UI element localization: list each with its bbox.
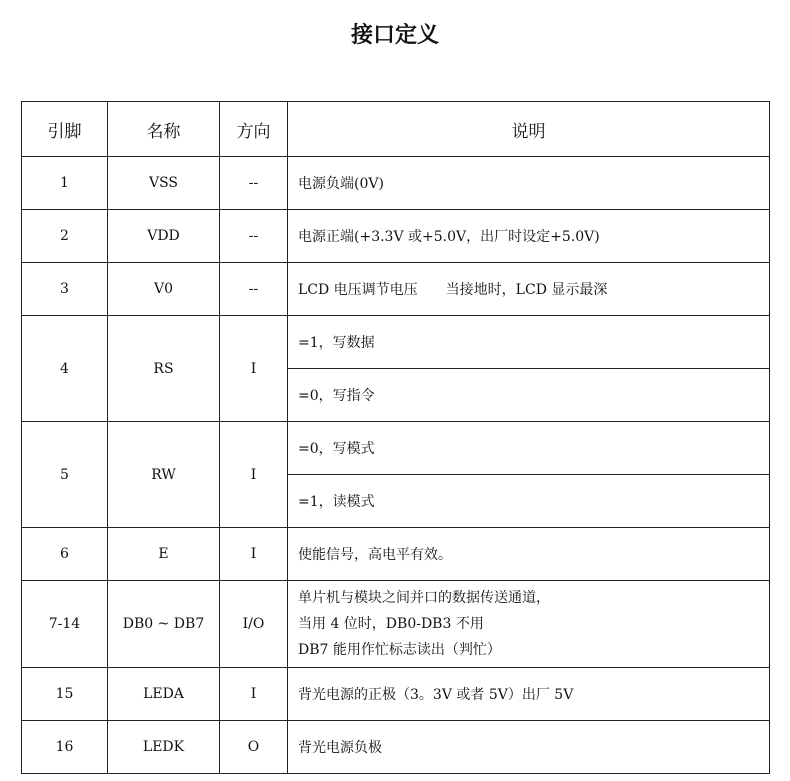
pin-cell: 7-14 [22, 581, 108, 668]
direction-cell: -- [220, 210, 288, 263]
direction-cell: O [220, 721, 288, 774]
direction-cell: -- [220, 263, 288, 316]
description-cell: 背光电源负极 [288, 721, 770, 774]
description-line: 单片机与模块之间并口的数据传送通道， [298, 590, 550, 606]
direction-cell: I [220, 316, 288, 422]
description-cell: 电源负端(0V) [288, 157, 770, 210]
table-row [22, 721, 770, 774]
interface-table [21, 101, 770, 774]
table-header-row [22, 102, 770, 157]
description-cell: 电源正端(+3.3V 或+5.0V，出厂时设定+5.0V) [288, 210, 770, 263]
description-cell: =0，写指令 [288, 369, 770, 422]
pin-cell: 2 [22, 210, 108, 263]
description-cell [288, 581, 770, 668]
table-row [22, 668, 770, 721]
header-direction: 方向 [220, 102, 288, 157]
description-line: DB7 能用作忙标志读出（判忙） [298, 642, 501, 658]
description-cell: =1，写数据 [288, 316, 770, 369]
pin-cell: 1 [22, 157, 108, 210]
name-cell: RW [108, 422, 220, 528]
name-cell: E [108, 528, 220, 581]
description-line: 当用 4 位时，DB0-DB3 不用 [298, 616, 484, 632]
pin-cell: 3 [22, 263, 108, 316]
description-cell: =1，读模式 [288, 475, 770, 528]
page-title: 接口定义 [350, 23, 439, 48]
pin-cell: 5 [22, 422, 108, 528]
pin-cell: 4 [22, 316, 108, 422]
table-row [22, 316, 770, 369]
header-description: 说明 [288, 102, 770, 157]
name-cell: VSS [108, 157, 220, 210]
direction-cell: I [220, 668, 288, 721]
direction-cell: -- [220, 157, 288, 210]
name-cell: LEDK [108, 721, 220, 774]
direction-cell: I/O [220, 581, 288, 668]
name-cell: RS [108, 316, 220, 422]
table-row [22, 581, 770, 668]
table-row [22, 157, 770, 210]
pin-cell: 16 [22, 721, 108, 774]
description-cell: =0，写模式 [288, 422, 770, 475]
table-row [22, 528, 770, 581]
direction-cell: I [220, 528, 288, 581]
description-cell: LCD 电压调节电压 当接地时，LCD 显示最深 [288, 263, 770, 316]
header-name: 名称 [108, 102, 220, 157]
name-cell: DB0 ~ DB7 [108, 581, 220, 668]
name-cell: V0 [108, 263, 220, 316]
table-row [22, 210, 770, 263]
description-cell: 使能信号，高电平有效。 [288, 528, 770, 581]
name-cell: LEDA [108, 668, 220, 721]
pin-cell: 15 [22, 668, 108, 721]
direction-cell: I [220, 422, 288, 528]
header-pin: 引脚 [22, 102, 108, 157]
table-row [22, 263, 770, 316]
name-cell: VDD [108, 210, 220, 263]
description-cell: 背光电源的正极（3。3V 或者 5V）出厂 5V [288, 668, 770, 721]
pin-cell: 6 [22, 528, 108, 581]
table-row [22, 422, 770, 475]
